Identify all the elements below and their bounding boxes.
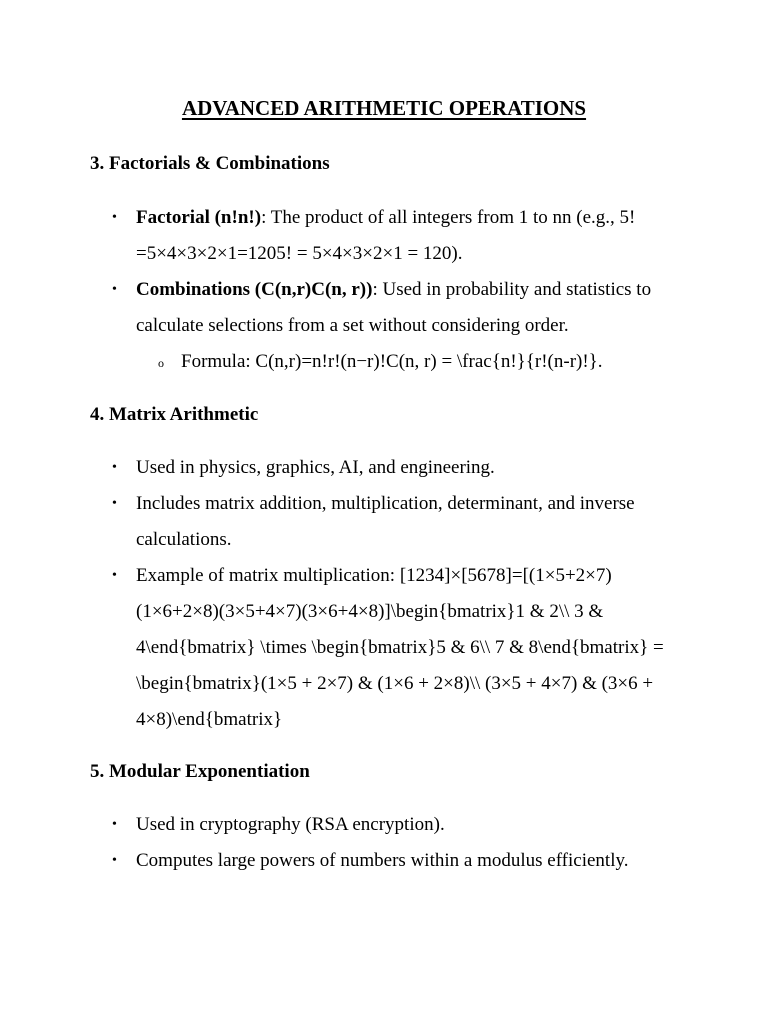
list-item (110, 450, 680, 486)
list-item-formula (136, 344, 680, 380)
term-combinations: Combinations (C(n,r)C(n, r)) (136, 279, 373, 300)
combinations-formula: Formula: C(n,r)=n!r!(n−r)!C(n, r) = \frac{n!}{r!(n-r)!}. (181, 351, 603, 372)
list-item (110, 486, 680, 558)
bullet-icon: • (112, 496, 117, 511)
section-heading-modular: 5. Modular Exponentiation (90, 761, 310, 782)
combinations-sublist (136, 344, 680, 380)
list-item-text: Used in physics, graphics, AI, and engineering. (136, 457, 495, 478)
bullet-icon: • (112, 817, 117, 832)
list-item (110, 807, 680, 843)
list-item-text: Includes matrix addition, multiplication, determinant, and inverse calculations. (136, 493, 635, 550)
list-item-text: Used in cryptography (RSA encryption). (136, 814, 445, 835)
list-item (110, 843, 680, 879)
bullet-icon: • (112, 460, 117, 475)
list-item-combinations (110, 272, 680, 380)
definition-combinations: : Used in probability and statistics to calculate selections from a set without considering order. (136, 279, 652, 336)
list-item-factorial (110, 200, 680, 272)
list-item (110, 558, 680, 738)
bullet-icon: • (112, 210, 117, 225)
term-factorial: Factorial (n!n!) (136, 207, 262, 228)
matrix-list (110, 450, 680, 738)
definition-factorial: : The product of all integers from 1 to nn (e.g., 5! =5×4×3×2×1=1205! = 5×4×3×2×1 = 120). (136, 207, 636, 264)
bullet-icon: • (112, 282, 117, 297)
document-title: ADVANCED ARITHMETIC OPERATIONS (181, 96, 587, 120)
sub-bullet-icon: o (158, 356, 164, 370)
section-heading-factorials: 3. Factorials & Combinations (90, 153, 330, 174)
list-item-text: Example of matrix multiplication: [1234]×[5678]=[(1×5+2×7)(1×6+2×8)(3×5+4×7)(3×6+4×8)]\begin{bmatrix}1 & 2\\ 3 & 4\end{bmatrix} \times \begin{bmatrix}5 & 6\\ 7 & 8\end{bmatrix} = \begin{bmatrix}(1×5 + 2×7) & (1×6 + 2×8)\\ (3×5 + 4×7) & (3×6 + 4×8)\end{bmatrix} (136, 565, 664, 730)
bullet-icon: • (112, 568, 117, 583)
list-item-text: Computes large powers of numbers within a modulus efficiently. (136, 850, 629, 871)
section-heading-matrix: 4. Matrix Arithmetic (90, 404, 259, 425)
bullet-icon: • (112, 853, 117, 868)
factorials-list (110, 200, 680, 380)
modular-list (110, 807, 680, 879)
